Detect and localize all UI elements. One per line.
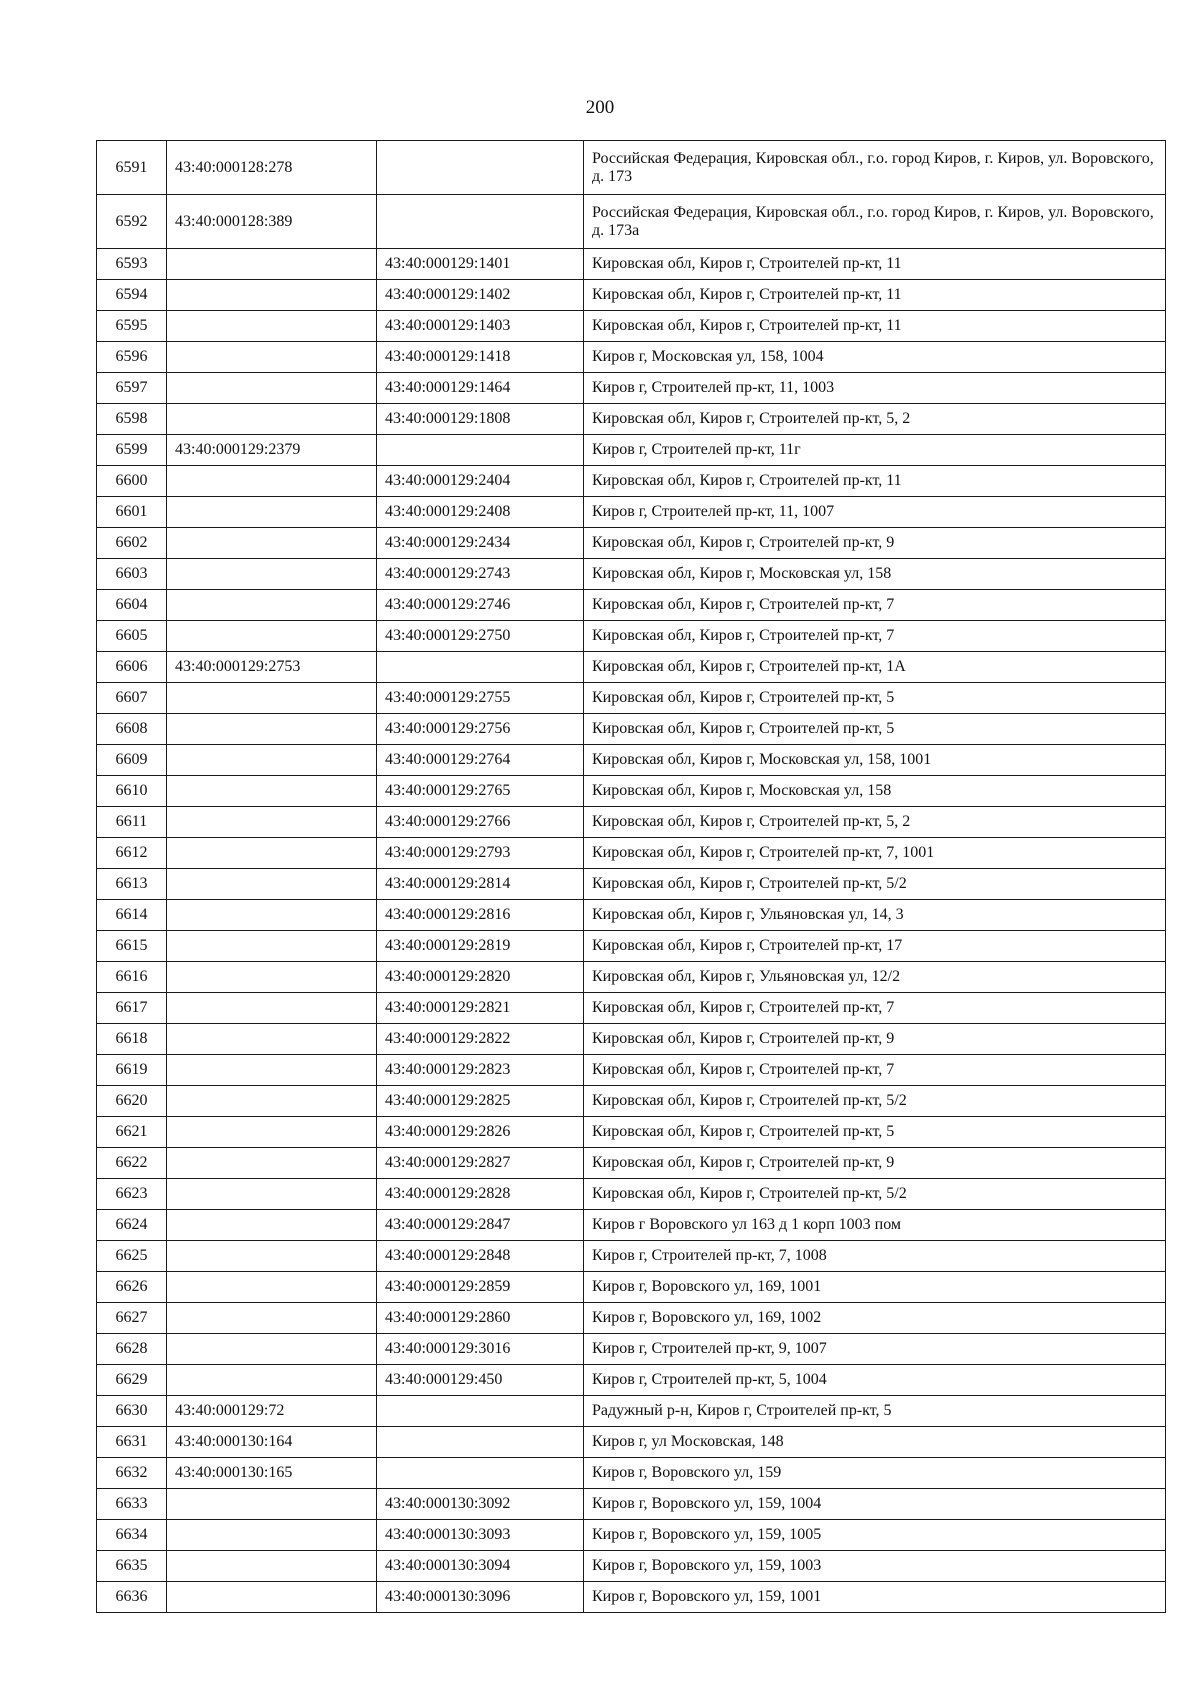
address-cell: Кировская обл, Киров г, Строителей пр-кт, 5 bbox=[584, 1117, 1166, 1148]
premises-cadastral-number-cell: 43:40:000130:3092 bbox=[377, 1489, 584, 1520]
table-row bbox=[97, 1365, 1166, 1396]
building-cadastral-number-cell bbox=[167, 869, 377, 900]
table-row bbox=[97, 435, 1166, 466]
premises-cadastral-number-cell: 43:40:000129:2823 bbox=[377, 1055, 584, 1086]
address-cell: Киров г, Воровского ул, 159, 1001 bbox=[584, 1582, 1166, 1613]
premises-cadastral-number-cell bbox=[377, 141, 584, 195]
row-number-cell: 6609 bbox=[97, 745, 167, 776]
row-number-cell: 6601 bbox=[97, 497, 167, 528]
address-cell: Киров г, Строителей пр-кт, 5, 1004 bbox=[584, 1365, 1166, 1396]
building-cadastral-number-cell bbox=[167, 931, 377, 962]
table-row bbox=[97, 1086, 1166, 1117]
table-row bbox=[97, 1241, 1166, 1272]
building-cadastral-number-cell bbox=[167, 1055, 377, 1086]
building-cadastral-number-cell: 43:40:000130:164 bbox=[167, 1427, 377, 1458]
building-cadastral-number-cell bbox=[167, 683, 377, 714]
address-cell: Киров г, Воровского ул, 169, 1001 bbox=[584, 1272, 1166, 1303]
table-row bbox=[97, 776, 1166, 807]
table-row bbox=[97, 195, 1166, 249]
building-cadastral-number-cell bbox=[167, 1489, 377, 1520]
address-cell: Кировская обл, Киров г, Строителей пр-кт, 1А bbox=[584, 652, 1166, 683]
address-cell: Киров г, Воровского ул, 159 bbox=[584, 1458, 1166, 1489]
building-cadastral-number-cell bbox=[167, 807, 377, 838]
premises-cadastral-number-cell: 43:40:000129:2826 bbox=[377, 1117, 584, 1148]
premises-cadastral-number-cell: 43:40:000129:2825 bbox=[377, 1086, 584, 1117]
table-row bbox=[97, 141, 1166, 195]
premises-cadastral-number-cell: 43:40:000129:2822 bbox=[377, 1024, 584, 1055]
address-cell: Киров г, ул Московская, 148 bbox=[584, 1427, 1166, 1458]
table-row bbox=[97, 590, 1166, 621]
address-cell: Киров г, Строителей пр-кт, 11, 1007 bbox=[584, 497, 1166, 528]
premises-cadastral-number-cell: 43:40:000130:3094 bbox=[377, 1551, 584, 1582]
row-number-cell: 6595 bbox=[97, 311, 167, 342]
address-cell: Кировская обл, Киров г, Строителей пр-кт, 7 bbox=[584, 590, 1166, 621]
address-cell: Российская Федерация, Кировская обл., г.о. город Киров, г. Киров, ул. Воровского, д. 173 bbox=[584, 141, 1166, 195]
premises-cadastral-number-cell: 43:40:000129:1403 bbox=[377, 311, 584, 342]
table-row bbox=[97, 745, 1166, 776]
row-number-cell: 6618 bbox=[97, 1024, 167, 1055]
building-cadastral-number-cell bbox=[167, 528, 377, 559]
premises-cadastral-number-cell: 43:40:000129:2860 bbox=[377, 1303, 584, 1334]
table-row bbox=[97, 280, 1166, 311]
premises-cadastral-number-cell bbox=[377, 1396, 584, 1427]
row-number-cell: 6615 bbox=[97, 931, 167, 962]
building-cadastral-number-cell: 43:40:000130:165 bbox=[167, 1458, 377, 1489]
premises-cadastral-number-cell: 43:40:000129:2814 bbox=[377, 869, 584, 900]
premises-cadastral-number-cell: 43:40:000129:2408 bbox=[377, 497, 584, 528]
premises-cadastral-number-cell: 43:40:000129:2848 bbox=[377, 1241, 584, 1272]
table-row bbox=[97, 528, 1166, 559]
row-number-cell: 6636 bbox=[97, 1582, 167, 1613]
row-number-cell: 6596 bbox=[97, 342, 167, 373]
table-row bbox=[97, 466, 1166, 497]
address-cell: Кировская обл, Киров г, Строителей пр-кт, 11 bbox=[584, 280, 1166, 311]
table-row bbox=[97, 869, 1166, 900]
table-row bbox=[97, 993, 1166, 1024]
premises-cadastral-number-cell: 43:40:000129:2820 bbox=[377, 962, 584, 993]
building-cadastral-number-cell bbox=[167, 1086, 377, 1117]
row-number-cell: 6628 bbox=[97, 1334, 167, 1365]
building-cadastral-number-cell bbox=[167, 993, 377, 1024]
address-cell: Киров г, Строителей пр-кт, 11, 1003 bbox=[584, 373, 1166, 404]
premises-cadastral-number-cell: 43:40:000129:2827 bbox=[377, 1148, 584, 1179]
address-cell: Киров г, Воровского ул, 159, 1003 bbox=[584, 1551, 1166, 1582]
building-cadastral-number-cell: 43:40:000129:72 bbox=[167, 1396, 377, 1427]
table-row bbox=[97, 1551, 1166, 1582]
table-row bbox=[97, 404, 1166, 435]
row-number-cell: 6632 bbox=[97, 1458, 167, 1489]
building-cadastral-number-cell: 43:40:000129:2753 bbox=[167, 652, 377, 683]
building-cadastral-number-cell bbox=[167, 1303, 377, 1334]
premises-cadastral-number-cell: 43:40:000129:450 bbox=[377, 1365, 584, 1396]
premises-cadastral-number-cell: 43:40:000129:2750 bbox=[377, 621, 584, 652]
address-cell: Кировская обл, Киров г, Строителей пр-кт, 5 bbox=[584, 714, 1166, 745]
building-cadastral-number-cell bbox=[167, 1365, 377, 1396]
row-number-cell: 6605 bbox=[97, 621, 167, 652]
table-row bbox=[97, 931, 1166, 962]
table-row bbox=[97, 621, 1166, 652]
address-cell: Киров г, Строителей пр-кт, 9, 1007 bbox=[584, 1334, 1166, 1365]
address-cell: Кировская обл, Киров г, Строителей пр-кт, 9 bbox=[584, 1024, 1166, 1055]
row-number-cell: 6620 bbox=[97, 1086, 167, 1117]
row-number-cell: 6602 bbox=[97, 528, 167, 559]
address-cell: Кировская обл, Киров г, Строителей пр-кт, 7 bbox=[584, 621, 1166, 652]
premises-cadastral-number-cell bbox=[377, 652, 584, 683]
premises-cadastral-number-cell: 43:40:000129:2746 bbox=[377, 590, 584, 621]
premises-cadastral-number-cell: 43:40:000130:3093 bbox=[377, 1520, 584, 1551]
row-number-cell: 6613 bbox=[97, 869, 167, 900]
premises-cadastral-number-cell: 43:40:000129:2404 bbox=[377, 466, 584, 497]
row-number-cell: 6624 bbox=[97, 1210, 167, 1241]
table-row bbox=[97, 900, 1166, 931]
table-row bbox=[97, 652, 1166, 683]
building-cadastral-number-cell bbox=[167, 311, 377, 342]
premises-cadastral-number-cell: 43:40:000129:2816 bbox=[377, 900, 584, 931]
row-number-cell: 6634 bbox=[97, 1520, 167, 1551]
building-cadastral-number-cell bbox=[167, 466, 377, 497]
building-cadastral-number-cell bbox=[167, 900, 377, 931]
row-number-cell: 6635 bbox=[97, 1551, 167, 1582]
premises-cadastral-number-cell: 43:40:000129:2434 bbox=[377, 528, 584, 559]
premises-cadastral-number-cell: 43:40:000129:1418 bbox=[377, 342, 584, 373]
premises-cadastral-number-cell bbox=[377, 435, 584, 466]
address-cell: Кировская обл, Киров г, Строителей пр-кт, 5, 2 bbox=[584, 404, 1166, 435]
address-cell: Кировская обл, Киров г, Строителей пр-кт, 5 bbox=[584, 683, 1166, 714]
premises-cadastral-number-cell: 43:40:000129:3016 bbox=[377, 1334, 584, 1365]
address-cell: Киров г, Воровского ул, 159, 1005 bbox=[584, 1520, 1166, 1551]
premises-cadastral-number-cell bbox=[377, 1458, 584, 1489]
address-cell: Радужный р-н, Киров г, Строителей пр-кт, 5 bbox=[584, 1396, 1166, 1427]
table-row bbox=[97, 1210, 1166, 1241]
premises-cadastral-number-cell: 43:40:000129:2821 bbox=[377, 993, 584, 1024]
address-cell: Кировская обл, Киров г, Строителей пр-кт, 9 bbox=[584, 528, 1166, 559]
building-cadastral-number-cell bbox=[167, 1272, 377, 1303]
premises-cadastral-number-cell: 43:40:000129:2765 bbox=[377, 776, 584, 807]
building-cadastral-number-cell bbox=[167, 745, 377, 776]
premises-cadastral-number-cell: 43:40:000129:1401 bbox=[377, 249, 584, 280]
table-row bbox=[97, 1427, 1166, 1458]
table-row bbox=[97, 497, 1166, 528]
building-cadastral-number-cell bbox=[167, 1520, 377, 1551]
row-number-cell: 6629 bbox=[97, 1365, 167, 1396]
premises-cadastral-number-cell: 43:40:000129:2764 bbox=[377, 745, 584, 776]
building-cadastral-number-cell bbox=[167, 1334, 377, 1365]
building-cadastral-number-cell bbox=[167, 714, 377, 745]
table-row bbox=[97, 1582, 1166, 1613]
premises-cadastral-number-cell: 43:40:000129:2743 bbox=[377, 559, 584, 590]
premises-cadastral-number-cell: 43:40:000129:1808 bbox=[377, 404, 584, 435]
table-row bbox=[97, 1272, 1166, 1303]
row-number-cell: 6626 bbox=[97, 1272, 167, 1303]
row-number-cell: 6612 bbox=[97, 838, 167, 869]
row-number-cell: 6616 bbox=[97, 962, 167, 993]
row-number-cell: 6627 bbox=[97, 1303, 167, 1334]
building-cadastral-number-cell bbox=[167, 1117, 377, 1148]
row-number-cell: 6623 bbox=[97, 1179, 167, 1210]
table-row bbox=[97, 807, 1166, 838]
table-row bbox=[97, 249, 1166, 280]
building-cadastral-number-cell: 43:40:000129:2379 bbox=[167, 435, 377, 466]
table-row bbox=[97, 1148, 1166, 1179]
table-row bbox=[97, 1055, 1166, 1086]
address-cell: Кировская обл, Киров г, Московская ул, 158 bbox=[584, 559, 1166, 590]
address-cell: Киров г, Строителей пр-кт, 11г bbox=[584, 435, 1166, 466]
address-cell: Кировская обл, Киров г, Московская ул, 158 bbox=[584, 776, 1166, 807]
address-cell: Кировская обл, Киров г, Строителей пр-кт, 11 bbox=[584, 249, 1166, 280]
building-cadastral-number-cell bbox=[167, 373, 377, 404]
row-number-cell: 6611 bbox=[97, 807, 167, 838]
row-number-cell: 6592 bbox=[97, 195, 167, 249]
building-cadastral-number-cell bbox=[167, 404, 377, 435]
address-cell: Российская Федерация, Кировская обл., г.о. город Киров, г. Киров, ул. Воровского, д. 173а bbox=[584, 195, 1166, 249]
address-cell: Кировская обл, Киров г, Строителей пр-кт, 5/2 bbox=[584, 1179, 1166, 1210]
table-row bbox=[97, 1179, 1166, 1210]
table-row bbox=[97, 559, 1166, 590]
table-row bbox=[97, 962, 1166, 993]
building-cadastral-number-cell bbox=[167, 1024, 377, 1055]
address-cell: Киров г Воровского ул 163 д 1 корп 1003 пом bbox=[584, 1210, 1166, 1241]
table-row bbox=[97, 1458, 1166, 1489]
address-cell: Киров г, Воровского ул, 169, 1002 bbox=[584, 1303, 1166, 1334]
building-cadastral-number-cell bbox=[167, 776, 377, 807]
row-number-cell: 6622 bbox=[97, 1148, 167, 1179]
building-cadastral-number-cell bbox=[167, 249, 377, 280]
premises-cadastral-number-cell: 43:40:000129:2859 bbox=[377, 1272, 584, 1303]
building-cadastral-number-cell bbox=[167, 1210, 377, 1241]
row-number-cell: 6597 bbox=[97, 373, 167, 404]
table-row bbox=[97, 311, 1166, 342]
address-cell: Кировская обл, Киров г, Строителей пр-кт, 7, 1001 bbox=[584, 838, 1166, 869]
address-cell: Кировская обл, Киров г, Московская ул, 158, 1001 bbox=[584, 745, 1166, 776]
table-row bbox=[97, 714, 1166, 745]
address-cell: Киров г, Воровского ул, 159, 1004 bbox=[584, 1489, 1166, 1520]
table-row bbox=[97, 342, 1166, 373]
premises-cadastral-number-cell: 43:40:000129:2756 bbox=[377, 714, 584, 745]
row-number-cell: 6593 bbox=[97, 249, 167, 280]
premises-cadastral-number-cell: 43:40:000129:2847 bbox=[377, 1210, 584, 1241]
address-cell: Кировская обл, Киров г, Строителей пр-кт, 5, 2 bbox=[584, 807, 1166, 838]
address-cell: Кировская обл, Киров г, Строителей пр-кт, 17 bbox=[584, 931, 1166, 962]
row-number-cell: 6598 bbox=[97, 404, 167, 435]
premises-cadastral-number-cell: 43:40:000129:1464 bbox=[377, 373, 584, 404]
row-number-cell: 6621 bbox=[97, 1117, 167, 1148]
property-registry-table bbox=[96, 140, 1166, 1613]
building-cadastral-number-cell bbox=[167, 838, 377, 869]
address-cell: Кировская обл, Киров г, Строителей пр-кт, 7 bbox=[584, 1055, 1166, 1086]
table-row bbox=[97, 1334, 1166, 1365]
building-cadastral-number-cell bbox=[167, 1179, 377, 1210]
address-cell: Кировская обл, Киров г, Строителей пр-кт, 9 bbox=[584, 1148, 1166, 1179]
address-cell: Киров г, Строителей пр-кт, 7, 1008 bbox=[584, 1241, 1166, 1272]
premises-cadastral-number-cell: 43:40:000129:1402 bbox=[377, 280, 584, 311]
address-cell: Кировская обл, Киров г, Ульяновская ул, 14, 3 bbox=[584, 900, 1166, 931]
address-cell: Киров г, Московская ул, 158, 1004 bbox=[584, 342, 1166, 373]
row-number-cell: 6631 bbox=[97, 1427, 167, 1458]
premises-cadastral-number-cell: 43:40:000129:2766 bbox=[377, 807, 584, 838]
table-row bbox=[97, 1520, 1166, 1551]
building-cadastral-number-cell bbox=[167, 559, 377, 590]
row-number-cell: 6607 bbox=[97, 683, 167, 714]
address-cell: Кировская обл, Киров г, Строителей пр-кт, 5/2 bbox=[584, 1086, 1166, 1117]
row-number-cell: 6594 bbox=[97, 280, 167, 311]
row-number-cell: 6610 bbox=[97, 776, 167, 807]
building-cadastral-number-cell bbox=[167, 1241, 377, 1272]
row-number-cell: 6617 bbox=[97, 993, 167, 1024]
premises-cadastral-number-cell: 43:40:000129:2819 bbox=[377, 931, 584, 962]
building-cadastral-number-cell bbox=[167, 621, 377, 652]
row-number-cell: 6608 bbox=[97, 714, 167, 745]
premises-cadastral-number-cell: 43:40:000129:2793 bbox=[377, 838, 584, 869]
table-row bbox=[97, 683, 1166, 714]
page-number: 200 bbox=[585, 97, 615, 118]
address-cell: Кировская обл, Киров г, Строителей пр-кт, 7 bbox=[584, 993, 1166, 1024]
building-cadastral-number-cell bbox=[167, 342, 377, 373]
row-number-cell: 6625 bbox=[97, 1241, 167, 1272]
row-number-cell: 6633 bbox=[97, 1489, 167, 1520]
table-row bbox=[97, 1489, 1166, 1520]
premises-cadastral-number-cell bbox=[377, 1427, 584, 1458]
row-number-cell: 6606 bbox=[97, 652, 167, 683]
row-number-cell: 6600 bbox=[97, 466, 167, 497]
table-row bbox=[97, 1396, 1166, 1427]
table-row bbox=[97, 373, 1166, 404]
row-number-cell: 6614 bbox=[97, 900, 167, 931]
address-cell: Кировская обл, Киров г, Строителей пр-кт, 11 bbox=[584, 466, 1166, 497]
row-number-cell: 6591 bbox=[97, 141, 167, 195]
row-number-cell: 6630 bbox=[97, 1396, 167, 1427]
row-number-cell: 6603 bbox=[97, 559, 167, 590]
row-number-cell: 6619 bbox=[97, 1055, 167, 1086]
building-cadastral-number-cell bbox=[167, 1582, 377, 1613]
premises-cadastral-number-cell: 43:40:000129:2755 bbox=[377, 683, 584, 714]
address-cell: Кировская обл, Киров г, Строителей пр-кт, 11 bbox=[584, 311, 1166, 342]
registry-body bbox=[97, 141, 1166, 1613]
building-cadastral-number-cell bbox=[167, 497, 377, 528]
table-row bbox=[97, 838, 1166, 869]
building-cadastral-number-cell bbox=[167, 1551, 377, 1582]
building-cadastral-number-cell bbox=[167, 1148, 377, 1179]
building-cadastral-number-cell bbox=[167, 280, 377, 311]
row-number-cell: 6604 bbox=[97, 590, 167, 621]
address-cell: Кировская обл, Киров г, Строителей пр-кт, 5/2 bbox=[584, 869, 1166, 900]
building-cadastral-number-cell: 43:40:000128:278 bbox=[167, 141, 377, 195]
address-cell: Кировская обл, Киров г, Ульяновская ул, 12/2 bbox=[584, 962, 1166, 993]
premises-cadastral-number-cell: 43:40:000129:2828 bbox=[377, 1179, 584, 1210]
table-row bbox=[97, 1117, 1166, 1148]
building-cadastral-number-cell bbox=[167, 590, 377, 621]
premises-cadastral-number-cell: 43:40:000130:3096 bbox=[377, 1582, 584, 1613]
building-cadastral-number-cell bbox=[167, 962, 377, 993]
building-cadastral-number-cell: 43:40:000128:389 bbox=[167, 195, 377, 249]
table-row bbox=[97, 1303, 1166, 1334]
table-row bbox=[97, 1024, 1166, 1055]
premises-cadastral-number-cell bbox=[377, 195, 584, 249]
row-number-cell: 6599 bbox=[97, 435, 167, 466]
